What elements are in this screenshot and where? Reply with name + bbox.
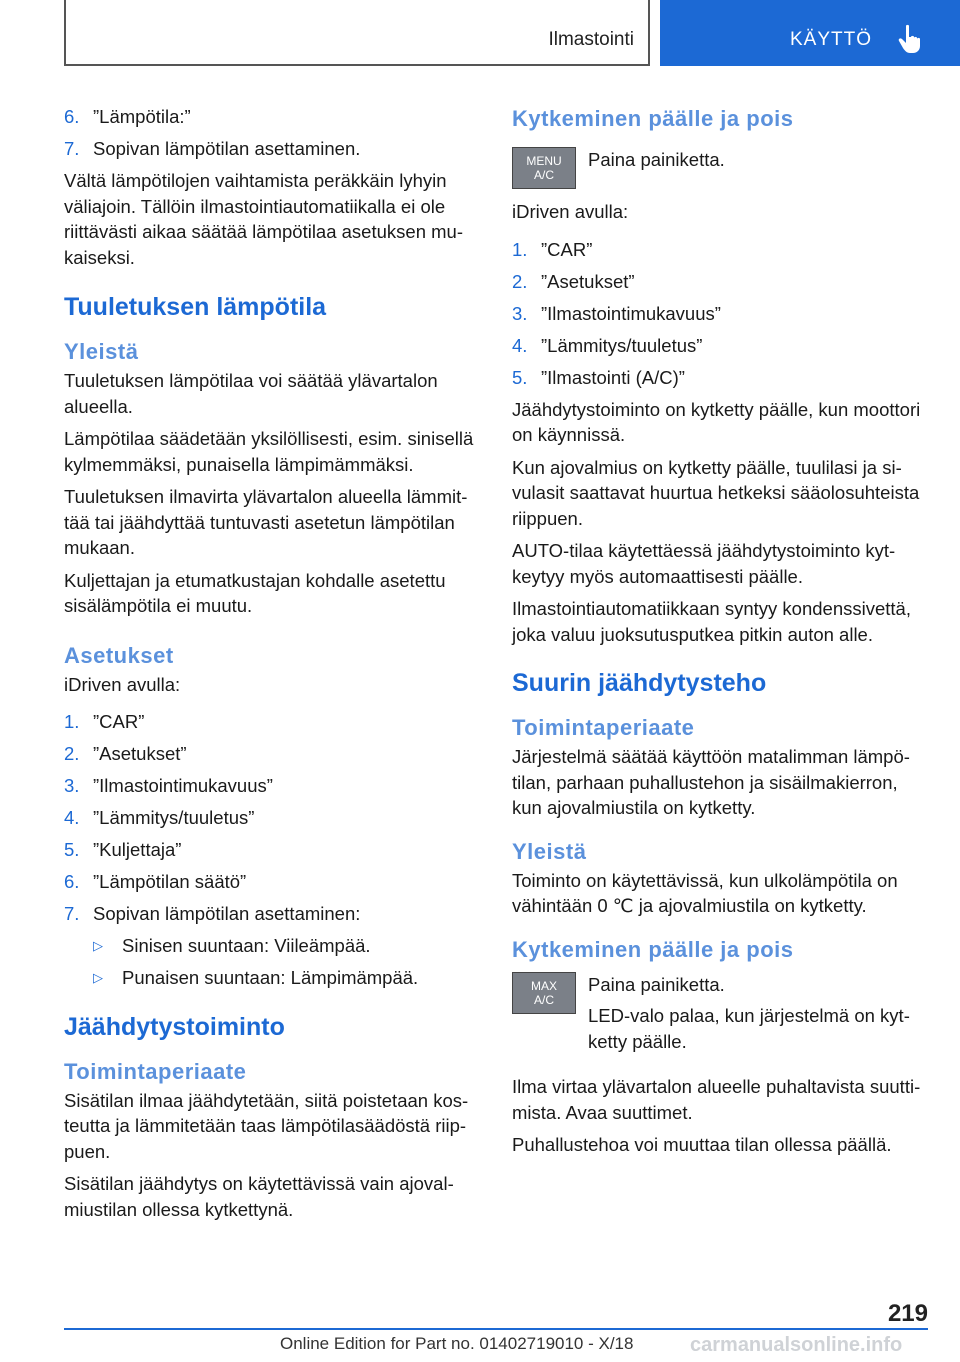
- list-item: 2. ”Asetukset”: [64, 743, 187, 764]
- paragraph: Sisätilan ilmaa jäähdytetään, siitä poistetaan kosteutta ja lämmitetään taas lämpötilasäädöstä riippuen.: [64, 1089, 469, 1162]
- paragraph: Tuuletuksen ilmavirta ylävartalon alueella lämmittää tai jäähdyttää tuntuvasti asetetun lämpötilan mukaan.: [64, 486, 468, 558]
- triangle-bullet-icon: ▷: [93, 970, 103, 985]
- button-instruction: [512, 972, 932, 1061]
- paragraph: iDriven avulla:: [512, 201, 629, 222]
- paragraph: Paina painiketta.: [588, 149, 725, 170]
- list-item: 1. ”CAR”: [512, 238, 593, 260]
- max-ac-button-image: MAX A/C: [512, 972, 576, 1014]
- list-item: 1. ”CAR”: [64, 711, 145, 732]
- menu-ac-button-image: MENU A/C: [512, 147, 576, 189]
- subheading-settings: Asetukset: [64, 642, 174, 668]
- paragraph: Toiminto on käytettävissä, kun ulkolämpötila on vähintään 0 ℃ ja ajovalmiustila on kytketty.: [512, 869, 898, 916]
- header-title-box: [64, 0, 650, 66]
- list-item: 5. ”Ilmastointi (A/C)”: [512, 366, 685, 388]
- list-item: 2. ”Asetukset”: [512, 270, 635, 292]
- paragraph: Kuljettajan ja etumatkustajan kohdalle asetettu sisälämpötila ei muutu.: [64, 569, 446, 616]
- list-item: 4. ”Lämmitys/tuuletus”: [64, 807, 255, 828]
- paragraph: Järjestelmä säätää käyttöön matalimman lämpötilan, parhaan puhallustehon ja sisäilmakierron, kun ajovalmiustila on kytketty.: [512, 746, 910, 818]
- subheading-principle: Toimintaperiaate: [64, 1058, 247, 1084]
- paragraph: Vältä lämpötilojen vaihtamista peräkkäin lyhyin väliajoin. Tällöin ilmastointiautomatiikalla ei ole riittävästi aikaa säätää lämpötilaa asetuksen mukaiseksi.: [64, 170, 463, 268]
- list-item: 7. Sopivan lämpötilan asettaminen.: [64, 138, 361, 159]
- subheading-general: Yleistä: [512, 838, 587, 864]
- paragraph: AUTO-tilaa käytettäessä jäähdytystoiminto kytkeytyy myös automaattisesti päälle.: [512, 540, 896, 587]
- subheading-principle: Toimintaperiaate: [512, 715, 695, 740]
- left-column: [64, 104, 479, 1229]
- paragraph: Kun ajovalmius on kytketty päälle, tuulilasi ja sivulasit saattavat huurtua hetkeksi sääolosuhteista riippuen.: [512, 456, 920, 529]
- section-tab[interactable]: [660, 0, 960, 66]
- list-item: 6. ”Lämpötilan säätö”: [64, 871, 247, 892]
- page-header: [0, 0, 960, 66]
- paragraph: Paina painiketta.: [588, 973, 725, 995]
- pointing-hand-icon: [898, 24, 924, 54]
- paragraph: Ilmastointiautomatiikkaan syntyy kondenssivettä, joka valuu juoksutusputkea pitkin auton alle.: [512, 598, 911, 645]
- right-column: [512, 104, 932, 1165]
- button-instruction: [512, 147, 932, 189]
- heading-ventilation-temperature: Tuuletuksen lämpötila: [64, 293, 327, 321]
- paragraph: LED-valo palaa, kun järjestelmä on kytketty päälle.: [588, 1005, 910, 1052]
- list-item: 7. Sopivan lämpötilan asettaminen:: [64, 903, 361, 924]
- list-item: 5. ”Kuljettaja”: [64, 839, 182, 860]
- section-tab-label: KÄYTTÖ: [790, 29, 873, 50]
- paragraph: Puhallustehoa voi muuttaa tilan ollessa päällä.: [512, 1134, 892, 1155]
- edition-note: Online Edition for Part no. 01402719010 - X/18: [280, 1334, 634, 1353]
- subheading-general: Yleistä: [64, 339, 139, 364]
- heading-max-cooling: Suurin jäähdytysteho: [512, 669, 767, 697]
- sub-list-item: ▷ Punaisen suuntaan: Lämpimämpää.: [64, 965, 479, 991]
- list-item: 3. ”Ilmastointimukavuus”: [64, 775, 273, 796]
- heading-cooling-function: Jäähdytystoiminto: [64, 1012, 285, 1041]
- sub-list-item: ▷ Sinisen suuntaan: Viileämpää.: [64, 933, 479, 959]
- footer-divider: [64, 1328, 928, 1330]
- subheading-switch-on-off: Kytkeminen päälle ja pois: [512, 106, 794, 131]
- paragraph: iDriven avulla:: [64, 673, 181, 695]
- paragraph: Jäähdytystoiminto on kytketty päälle, kun moottori on käynnissä.: [512, 398, 921, 445]
- list-item: 4. ”Lämmitys/tuuletus”: [512, 334, 703, 356]
- paragraph: Tuuletuksen lämpötilaa voi säätää ylävartalon alueella.: [64, 370, 438, 417]
- paragraph: Ilma virtaa ylävartalon alueelle puhaltavista suuttimista. Avaa suuttimet.: [512, 1076, 921, 1123]
- subheading-switch-on-off: Kytkeminen päälle ja pois: [512, 936, 794, 962]
- list-item: 6. ”Lämpötila:”: [64, 106, 191, 127]
- list-item: 3. ”Ilmastointimukavuus”: [512, 302, 721, 324]
- chapter-title: Ilmastointi: [548, 29, 634, 50]
- watermark: carmanualsonline.info: [690, 1334, 903, 1356]
- paragraph: Sisätilan jäähdytys on käytettävissä vain ajovalmiustilan ollessa kytkettynä.: [64, 1173, 454, 1220]
- paragraph: Lämpötilaa säädetään yksilöllisesti, esim. sinisellä kylmemmäksi, punaisella lämpimämmäksi.: [64, 428, 474, 475]
- page-number: 219: [887, 1300, 928, 1327]
- triangle-bullet-icon: ▷: [93, 938, 103, 953]
